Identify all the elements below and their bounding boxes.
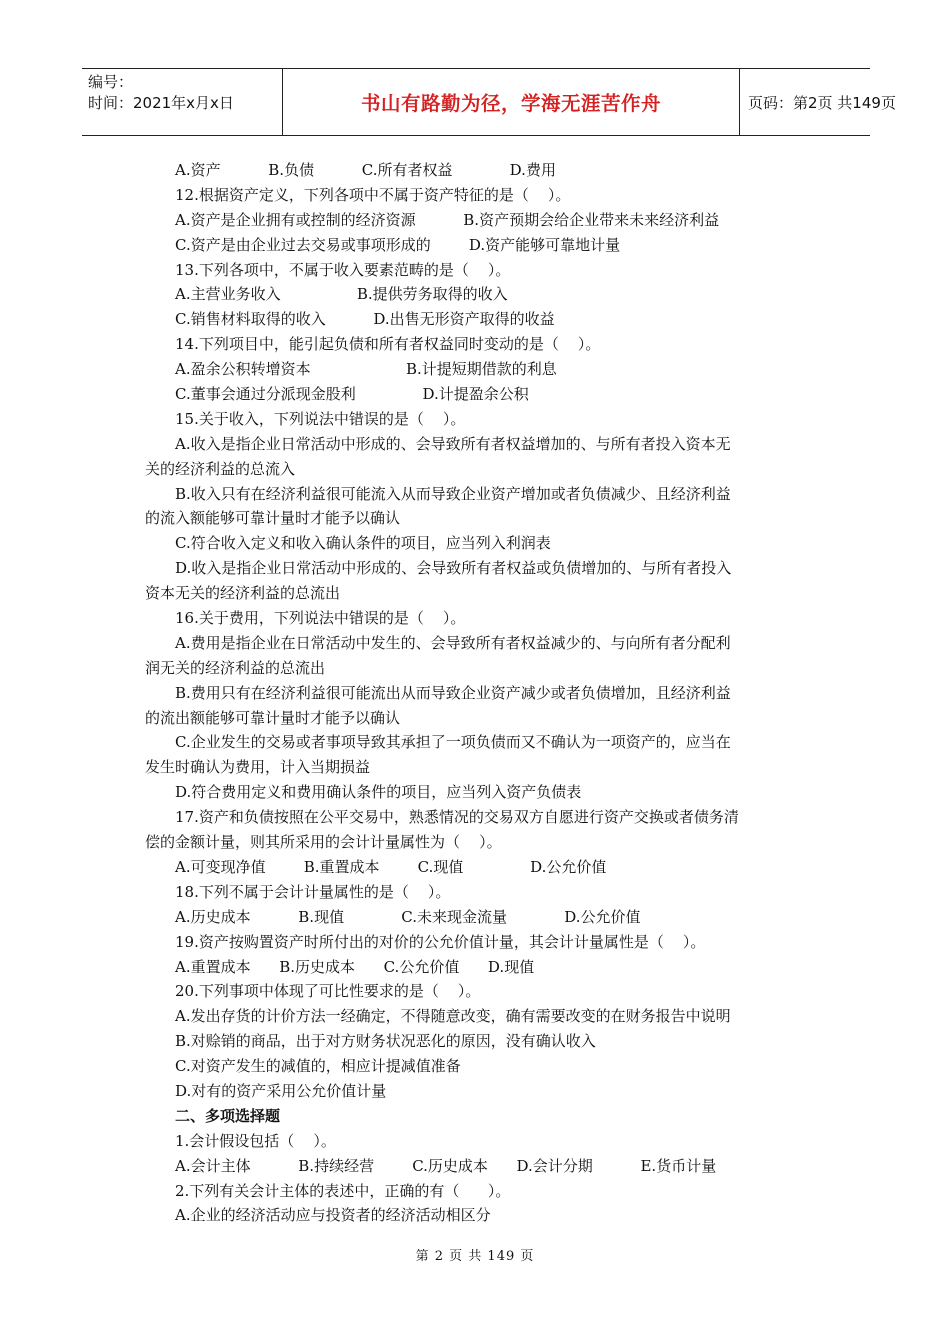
text-line: A.盈余公积转增资本 B.计提短期借款的利息 bbox=[175, 360, 557, 379]
text-line: A.资产 B.负债 C.所有者权益 D.费用 bbox=[175, 161, 556, 179]
text-line: A.收入是指企业日常活动中形成的、会导致所有者权益增加的、与所有者投入资本无 bbox=[175, 434, 731, 453]
header-meta bbox=[82, 69, 282, 135]
text-line: C.资产是由企业过去交易或事项形成的 D.资产能够可靠地计量 bbox=[175, 235, 621, 254]
text-line: 12.根据资产定义，下列各项中不属于资产特征的是（ ）。 bbox=[175, 185, 571, 204]
text-line: 16.关于费用，下列说法中错误的是（ ）。 bbox=[175, 609, 466, 628]
header-page-number: 页码：第2页 共149页 bbox=[748, 93, 896, 112]
text-line: 1.会计假设包括（ ）。 bbox=[175, 1131, 336, 1150]
text-line: 的流入额能够可靠计量时才能予以确认 bbox=[145, 509, 401, 528]
text-line: A.资产是企业拥有或控制的经济资源 B.资产预期会给企业带来未来经济利益 bbox=[175, 210, 720, 229]
text-line: 偿的金额计量，则其所采用的会计计量属性为（ ）。 bbox=[145, 833, 502, 852]
text-line: B.费用只有在经济利益很可能流出从而导致企业资产减少或者负债增加，且经济利益 bbox=[175, 683, 731, 702]
text-line: A.可变现净值 B.重置成本 C.现值 D.公允价值 bbox=[175, 857, 607, 876]
text-line: B.对赊销的商品，出于对方财务状况恶化的原因，没有确认收入 bbox=[175, 1032, 596, 1051]
text-line: 20.下列事项中体现了可比性要求的是（ ）。 bbox=[175, 982, 481, 1001]
text-line: 发生时确认为费用，计入当期损益 bbox=[145, 758, 371, 777]
text-line: 14.下列项目中，能引起负债和所有者权益同时变动的是（ ）。 bbox=[175, 335, 601, 354]
page-footer: 第 2 页 共 149 页 bbox=[415, 1249, 535, 1264]
text-line: 关的经济利益的总流入 bbox=[145, 459, 296, 478]
text-line: A.费用是指企业在日常活动中发生的、会导致所有者权益减少的、与向所有者分配利 bbox=[175, 633, 731, 652]
header-page-cell bbox=[740, 69, 896, 135]
header-motto-cell bbox=[282, 69, 740, 135]
text-line: C.销售材料取得的收入 D.出售无形资产取得的收益 bbox=[175, 310, 555, 329]
text-line: D.收入是指企业日常活动中形成的、会导致所有者权益或负债增加的、与所有者投入 bbox=[175, 559, 732, 578]
text-line: 的流出额能够可靠计量时才能予以确认 bbox=[145, 708, 401, 727]
text-line: 19.资产按购置资产时所付出的对价的公允价值计量，其会计计量属性是（ ）。 bbox=[175, 932, 706, 951]
text-line: 15.关于收入，下列说法中错误的是（ ）。 bbox=[175, 409, 466, 428]
section-heading: 二、多项选择题 bbox=[175, 1106, 281, 1125]
document-body bbox=[145, 158, 815, 1228]
text-line: A.主营业务收入 B.提供劳务取得的收入 bbox=[175, 285, 508, 304]
text-line: C.符合收入定义和收入确认条件的项目，应当列入利润表 bbox=[175, 534, 551, 553]
text-line: A.历史成本 B.现值 C.未来现金流量 D.公允价值 bbox=[175, 907, 641, 926]
text-line: B.收入只有在经济利益很可能流入从而导致企业资产增加或者负债减少、且经济利益 bbox=[175, 484, 731, 503]
text-line: C.董事会通过分派现金股利 D.计提盈余公积 bbox=[175, 385, 529, 404]
text-line: C.企业发生的交易或者事项导致其承担了一项负债而又不确认为一项资产的，应当在 bbox=[175, 733, 731, 752]
text-line: 18.下列不属于会计计量属性的是（ ）。 bbox=[175, 882, 451, 901]
document-number-label: 编号： bbox=[88, 73, 134, 91]
text-line: C.对资产发生的减值的，相应计提减值准备 bbox=[175, 1057, 461, 1076]
text-line: 17.资产和负债按照在公平交易中，熟悉情况的交易双方自愿进行资产交换或者债务清 bbox=[175, 808, 739, 827]
text-line: 2.下列有关会计主体的表述中，正确的有（ ）。 bbox=[175, 1181, 511, 1200]
text-line: D.符合费用定义和费用确认条件的项目，应当列入资产负债表 bbox=[175, 783, 582, 802]
document-time-label: 时间：2021年x月x日 bbox=[88, 94, 234, 112]
text-line: 13.下列各项中，不属于收入要素范畴的是（ ）。 bbox=[175, 260, 511, 279]
text-line: A.重置成本 B.历史成本 C.公允价值 D.现值 bbox=[175, 957, 535, 976]
text-line: 资本无关的经济利益的总流出 bbox=[145, 584, 341, 603]
text-line: A.发出存货的计价方法一经确定，不得随意改变，确有需要改变的在财务报告中说明 bbox=[175, 1007, 731, 1026]
text-line: D.对有的资产采用公允价值计量 bbox=[175, 1081, 387, 1100]
page-header bbox=[82, 68, 896, 136]
text-line: 润无关的经济利益的总流出 bbox=[145, 658, 326, 677]
text-line: A.企业的经济活动应与投资者的经济活动相区分 bbox=[175, 1206, 491, 1225]
header-motto: 书山有路勤为径，学海无涯苦作舟 bbox=[360, 92, 661, 115]
text-line: A.会计主体 B.持续经营 C.历史成本 D.会计分期 E.货币计量 bbox=[175, 1156, 717, 1175]
